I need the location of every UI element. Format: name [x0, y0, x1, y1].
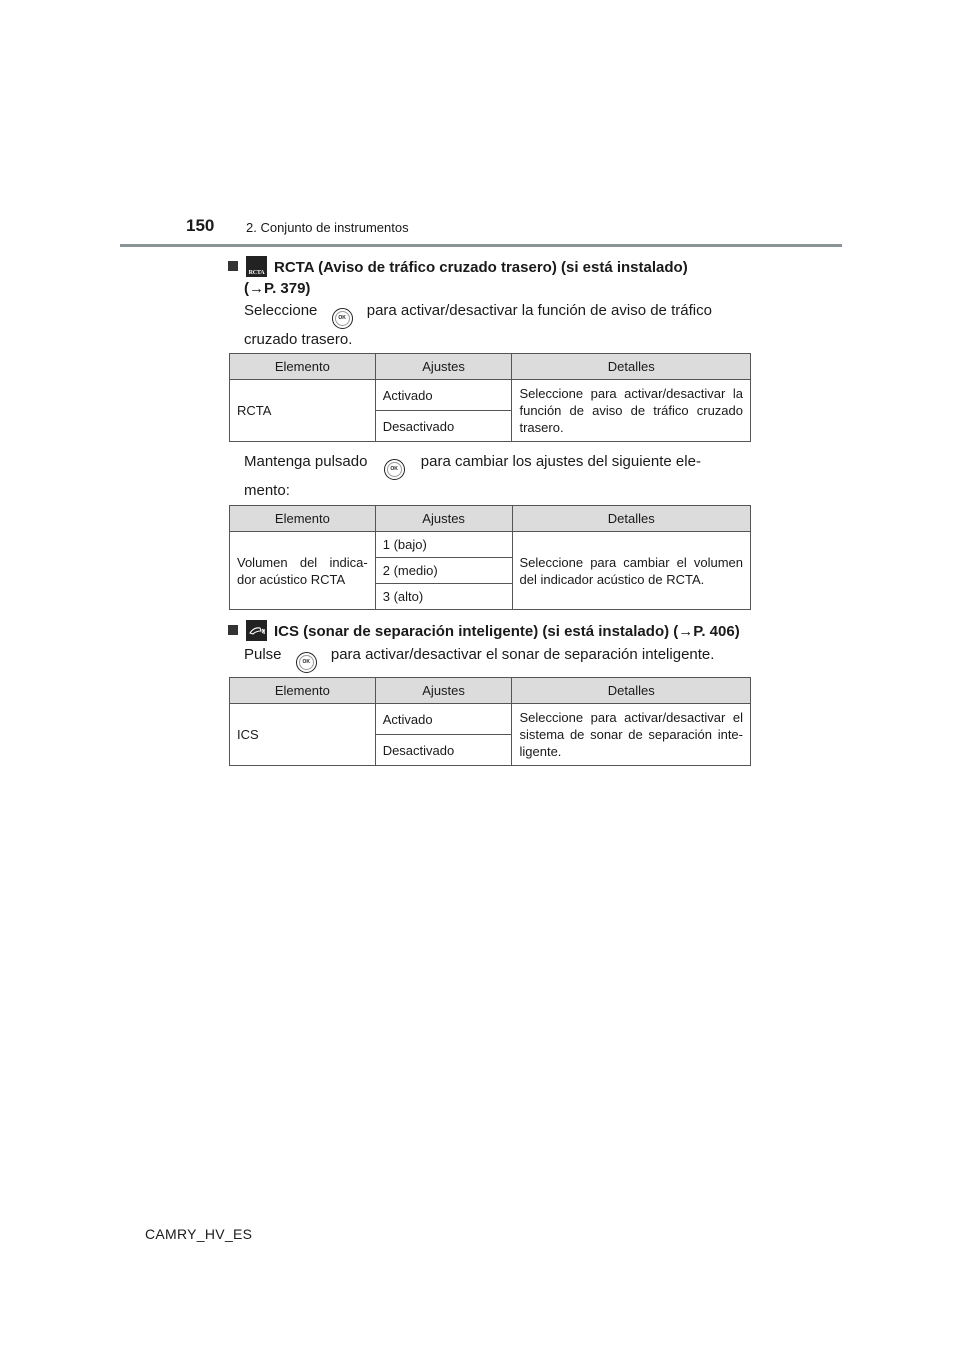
- table-cell-element: ICS: [230, 704, 376, 766]
- chapter-title: 2. Conjunto de instrumentos: [246, 220, 409, 235]
- rcta-title-text: RCTA (Aviso de tráfico cruzado trasero) (si está instalado): [274, 259, 688, 276]
- ok-button-icon: OK: [296, 652, 317, 673]
- table-header: Detalles: [512, 506, 751, 532]
- ics-title-text: ICS (sonar de separación inteligente) (si está instalado) (→P. 406): [274, 623, 740, 640]
- table-cell-details: Seleccione para activar/desactivar la función de aviso de tráfico cruzado trasero.: [512, 380, 751, 442]
- table-header: Elemento: [230, 354, 376, 380]
- table-header: Elemento: [230, 678, 376, 704]
- ics-sonar-icon: [246, 620, 267, 641]
- rcta-hold-paragraph: Mantenga pulsado OK para cambiar los ajustes del siguiente ele- mento:: [244, 453, 701, 499]
- table-header: Detalles: [512, 678, 751, 704]
- table-cell-setting: 3 (alto): [375, 584, 512, 610]
- table-header: Detalles: [512, 354, 751, 380]
- rcta-settings-table: [229, 353, 751, 442]
- ics-section-title: [228, 620, 768, 643]
- rcta-paragraph: Seleccione OK para activar/desactivar la función de aviso de tráfico cruzado trasero.: [244, 302, 712, 348]
- table-cell-setting: Activado: [375, 380, 512, 411]
- ok-button-icon: OK: [332, 308, 353, 329]
- ok-button-icon: OK: [384, 459, 405, 480]
- table-cell-element: Volumen del indica-dor acústico RCTA: [230, 532, 376, 610]
- model-code: CAMRY_HV_ES: [145, 1226, 253, 1242]
- table-header: Ajustes: [375, 678, 512, 704]
- table-cell-setting: 1 (bajo): [375, 532, 512, 558]
- rcta-icon: RCTA: [246, 256, 267, 277]
- table-cell-element: RCTA: [230, 380, 376, 442]
- table-cell-setting: Desactivado: [375, 411, 512, 442]
- table-cell-setting: 2 (medio): [375, 558, 512, 584]
- rcta-volume-table: [229, 505, 751, 610]
- table-header: Ajustes: [375, 506, 512, 532]
- page-number: 150: [186, 216, 215, 235]
- table-header: Elemento: [230, 506, 376, 532]
- rcta-section-title: [228, 256, 758, 279]
- table-cell-details: Seleccione para cambiar el volumen del indicador acústico de RCTA.: [512, 532, 751, 610]
- table-cell-setting: Desactivado: [375, 735, 512, 766]
- table-header: Ajustes: [375, 354, 512, 380]
- header-divider: [120, 244, 842, 247]
- ics-paragraph: Pulse OK para activar/desactivar el sonar de separación inteligente.: [244, 644, 754, 673]
- bullet-square-icon: [228, 261, 238, 271]
- table-cell-details: Seleccione para activar/desactivar el sistema de sonar de separación inte-ligente.: [512, 704, 751, 766]
- ics-settings-table: [229, 677, 751, 766]
- bullet-square-icon: [228, 625, 238, 635]
- rcta-page-ref[interactable]: (→P. 379): [244, 280, 311, 297]
- table-cell-setting: Activado: [375, 704, 512, 735]
